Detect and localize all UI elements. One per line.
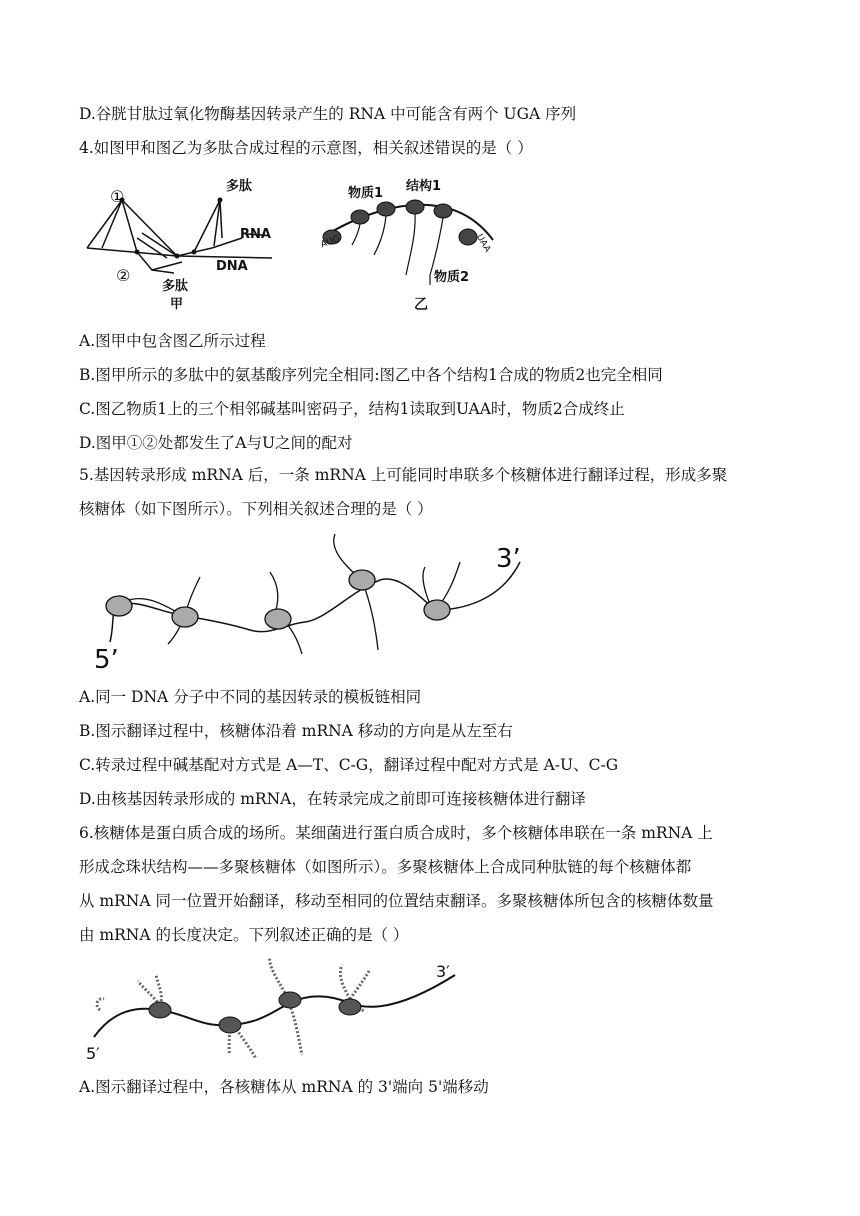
- question-5-stem-line1: 5.基因转录形成 mRNA 后，一条 mRNA 上可能同时串联多个核糖体进行翻译过程，形成多聚: [79, 466, 728, 484]
- label-3-prime: 3′: [436, 962, 450, 981]
- question-6-stem-line2: 形成念珠状结构——多聚核糖体（如图所示）。多聚核糖体上合成同种肽链的每个核糖体都: [79, 858, 692, 876]
- question-4-stem: 4.如图甲和图乙为多肽合成过程的示意图，相关叙述错误的是（ ）: [79, 139, 533, 157]
- label-circle-2: ②: [116, 266, 131, 285]
- label-circle-1: ①: [110, 187, 125, 206]
- option-b-q5: B.图示翻译过程中，核糖体沿着 mRNA 移动的方向是从左至右: [79, 722, 513, 740]
- label-jia: 甲: [170, 297, 184, 312]
- label-polypeptide-top: 多肽: [226, 179, 253, 194]
- question-6-stem-line4: 由 mRNA 的长度决定。下列叙述正确的是（ ）: [79, 926, 409, 944]
- option-c-q5: C.转录过程中碱基配对方式是 A—T、C-G，翻译过程中配对方式是 A-U、C-G: [79, 756, 619, 774]
- option-d-q5: D.由核基因转录形成的 mRNA，在转录完成之前即可连接核糖体进行翻译: [79, 790, 586, 808]
- figure-q5-polysome: [80, 532, 540, 682]
- option-d-q3: D.谷胱甘肽过氧化物酶基因转录产生的 RNA 中可能含有两个 UGA 序列: [79, 105, 577, 123]
- option-d-q4: D.图甲①②处都发生了A与U之间的配对: [79, 434, 353, 452]
- label-yi: 乙: [414, 297, 428, 313]
- label-dna: DNA: [216, 259, 248, 274]
- label-uaa: UAA: [473, 232, 493, 255]
- option-c-q4: C.图乙物质1上的三个相邻碱基叫密码子，结构1读取到UAA时，物质2合成终止: [79, 400, 625, 418]
- option-a-q4: A.图甲中包含图乙所示过程: [79, 332, 266, 350]
- label-5-prime: 5’: [94, 645, 119, 675]
- option-a-q6: A.图示翻译过程中，各核糖体从 mRNA 的 3'端向 5'端移动: [79, 1078, 489, 1096]
- label-structure-1: 结构1: [406, 179, 442, 194]
- question-6-stem-line3: 从 mRNA 同一位置开始翻译，移动至相同的位置结束翻译。多聚核糖体所包含的核糖体数量: [79, 892, 714, 910]
- label-aug: AUG: [319, 234, 342, 251]
- figure-jia-transcription-translation: [82, 178, 282, 318]
- option-b-q4: B.图甲所示的多肽中的氨基酸序列完全相同:图乙中各个结构1合成的物质2也完全相同: [79, 366, 663, 384]
- label-substance-1: 物质1: [348, 186, 384, 201]
- figure-yi-polysome: [318, 175, 508, 315]
- option-a-q5: A.同一 DNA 分子中不同的基因转录的模板链相同: [79, 688, 422, 706]
- label-rna: RNA: [240, 227, 271, 242]
- label-5-prime: 5′: [86, 1044, 100, 1063]
- question-6-stem-line1: 6.核糖体是蛋白质合成的场所。某细菌进行蛋白质合成时，多个核糖体串联在一条 mRNA 上: [79, 824, 713, 842]
- question-5-stem-line2: 核糖体（如下图所示）。下列相关叙述合理的是（ ）: [79, 500, 433, 518]
- label-polypeptide-bottom: 多肽: [162, 279, 189, 294]
- label-substance-2: 物质2: [434, 270, 470, 285]
- label-3-prime: 3’: [496, 544, 521, 574]
- figure-q6-polysome: [80, 955, 480, 1075]
